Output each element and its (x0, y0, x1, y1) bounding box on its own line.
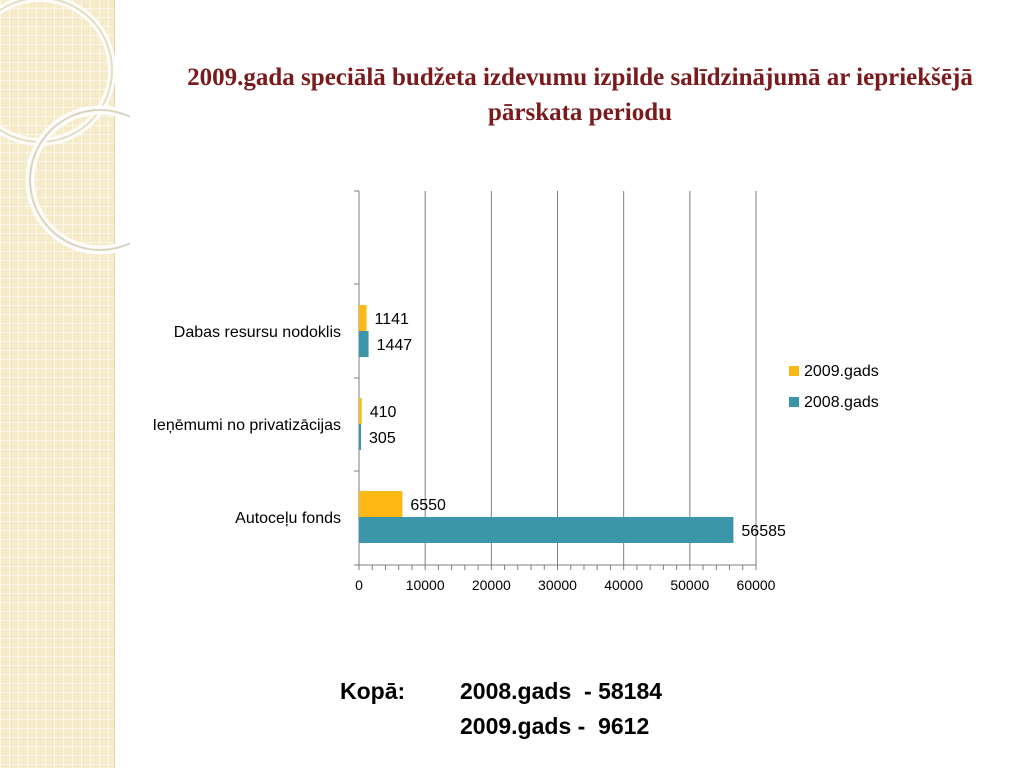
data-label: 410 (369, 404, 397, 421)
data-label: 56585 (741, 523, 786, 540)
x-tick-label: 30000 (538, 577, 577, 593)
bar (359, 305, 367, 331)
data-label: 1447 (376, 337, 413, 354)
slide-title: 2009.gada speciālā budžeta izdevumu izpilde salīdzinājumā ar iepriekšējā pārskata periodu (187, 64, 973, 126)
x-tick-label: 50000 (670, 577, 710, 593)
x-tick-label: 40000 (604, 577, 644, 593)
x-tick-label: 10000 (405, 577, 445, 593)
bar (359, 424, 361, 450)
category-label: Autoceļu fonds (235, 510, 341, 527)
summary-2009: 2009.gads - 9612 (460, 713, 650, 739)
summary-2008: 2008.gads - 58184 (460, 678, 663, 704)
legend-swatch (789, 366, 799, 376)
summary-label: Kopā: (340, 678, 406, 704)
data-label: 305 (369, 430, 396, 447)
legend-label: 2008.gads (804, 394, 879, 411)
category-label: Dabas resursu nodoklis (173, 324, 341, 341)
data-label: 6550 (410, 497, 446, 514)
data-label: 1141 (374, 311, 409, 328)
x-tick-label: 20000 (471, 577, 511, 593)
bar (359, 331, 369, 357)
x-tick-label: 60000 (736, 577, 776, 593)
bar (359, 517, 733, 543)
legend-label: 2009.gads (804, 363, 879, 380)
legend-swatch (789, 397, 799, 407)
bar (359, 491, 402, 517)
category-label: Ieņēmumi no privatizācijas (152, 417, 341, 434)
bar (359, 398, 362, 424)
x-tick-label: 0 (355, 577, 363, 593)
